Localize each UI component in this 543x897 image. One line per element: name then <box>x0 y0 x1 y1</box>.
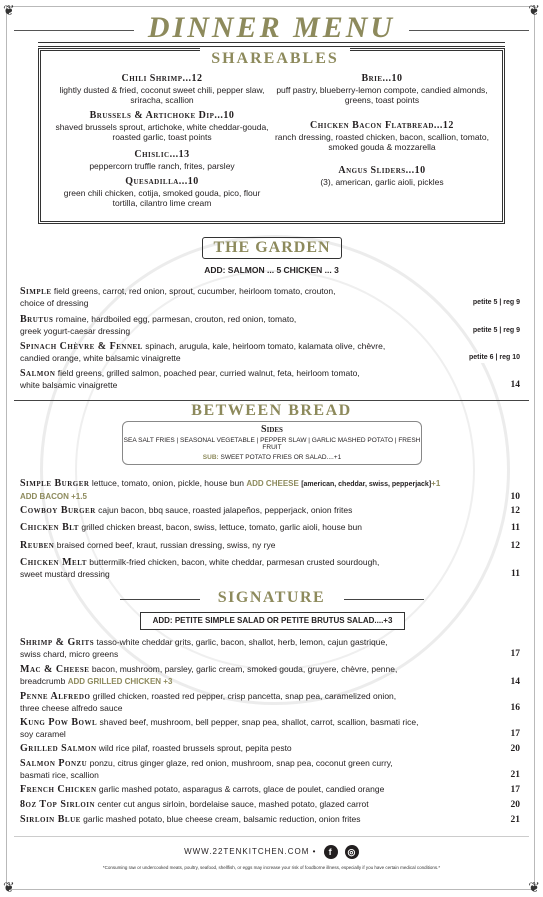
garden-heading-badge <box>202 237 342 259</box>
shareable-item: Chili Shrimp...12 lightly dusted & fried, coconut sweet chili, pepper slaw, sriracha, scallion <box>59 73 265 105</box>
item-price: 17 <box>510 648 520 659</box>
menu-item: Reuben braised corned beef, kraut, russian dressing, swiss, ny rye 12 <box>20 540 520 551</box>
item-price: petite 6 | reg 10 <box>467 353 520 364</box>
sub-text: SWEET POTATO FRIES OR SALAD....+1 <box>220 454 342 461</box>
shareables-rule <box>38 42 505 47</box>
item-price: 12 <box>510 541 520 551</box>
item-price: petite 5 | reg 9 <box>471 298 520 309</box>
item-price: 14 <box>510 676 520 687</box>
menu-item: Salmon Ponzu ponzu, citrus ginger glaze, red onion, mushroom, snap pea, coconut green curry, basmati rice, scallion 21 <box>20 758 520 780</box>
website-link[interactable]: WWW.22TENKITCHEN.COM • <box>184 847 317 857</box>
sub-label: SUB: <box>202 454 219 461</box>
corner-ornament-icon: ❦ <box>528 2 540 18</box>
item-price: 11 <box>511 523 520 533</box>
garden-add-note: ADD: SALMON ... 5 CHICKEN ... 3 <box>204 265 339 275</box>
footer <box>0 845 543 859</box>
instagram-icon[interactable]: ◎ <box>345 845 359 859</box>
item-price: 20 <box>510 744 520 754</box>
menu-item: Chicken Melt buttermilk-fried chicken, bacon, white cheddar, parmesan crusted sourdough, sweet mustard dressing 11 <box>20 557 520 579</box>
signature-add-note: ADD: PETITE SIMPLE SALAD OR PETITE BRUTUS SALAD....+3 <box>140 612 405 630</box>
shareables-heading: SHAREABLES <box>200 48 350 70</box>
sides-box <box>122 421 422 465</box>
item-price: 11 <box>511 568 520 579</box>
item-price: 17 <box>510 728 520 739</box>
menu-item: Sirloin Blue garlic mashed potato, blue cheese cream, balsamic reduction, onion frites 21 <box>20 814 520 825</box>
item-price: 17 <box>510 785 520 795</box>
menu-item: French Chicken garlic mashed potato, asparagus & carrots, glace de poulet, candied orange 17 <box>20 784 520 795</box>
item-price: 16 <box>510 702 520 713</box>
menu-item: Simple Burger lettuce, tomato, onion, pickle, house bun ADD CHEESE [american, cheddar, swiss, pepperjack]+1 ADD BACON +1.5 10 <box>20 478 520 502</box>
shareable-item: Quesadilla...10 green chili chicken, cotija, smoked gouda, pico, flour tortilla, cilantro lime cream <box>63 176 261 208</box>
item-price: petite 5 | reg 9 <box>471 326 520 337</box>
page-title: DINNER MENU <box>147 11 396 44</box>
item-price: 20 <box>510 800 520 810</box>
menu-item: Chicken Blt grilled chicken breast, bacon, swiss, lettuce, tomato, garlic aioli, house bun 11 <box>20 522 520 533</box>
corner-ornament-icon: ❦ <box>528 879 540 895</box>
menu-item: Brutus romaine, hardboiled egg, parmesan, crouton, red onion, tomato, greek yogurt-caesar dressing petite 5 | reg 9 <box>20 314 520 336</box>
item-price: 12 <box>510 506 520 516</box>
shareable-item: Brussels & Artichoke Dip...10 shaved brussels sprout, artichoke, white cheddar-gouda, roasted garlic, toast points <box>55 110 269 142</box>
item-price: 10 <box>510 491 520 502</box>
menu-item: Simple field greens, carrot, red onion, sprout, cucumber, heirloom tomato, crouton, choice of dressing petite 5 | reg 9 <box>20 286 520 308</box>
menu-item: Penne Alfredo grilled chicken, roasted red pepper, crisp pancetta, snap pea, caramelized onion, three cheese alfredo sauce 16 <box>20 691 520 713</box>
corner-ornament-icon: ❦ <box>3 879 15 895</box>
facebook-icon[interactable]: f <box>324 845 338 859</box>
garden-heading: THE GARDEN <box>213 239 331 256</box>
shareable-item: Chislic...13 peppercorn truffle ranch, frites, parsley <box>89 149 235 171</box>
corner-ornament-icon: ❦ <box>3 2 15 18</box>
menu-item: Mac & Cheese bacon, mushroom, parsley, garlic cream, smoked gouda, gruyere, chèvre, penne, breadcrumb ADD GRILLED CHICKEN +3 14 <box>20 664 520 687</box>
item-price: 21 <box>510 769 520 780</box>
signature-heading: SIGNATURE <box>217 589 326 606</box>
menu-item: Salmon field greens, grilled salmon, poached pear, curried walnut, feta, heirloom tomato, white balsamic vinaigrette 14 <box>20 368 520 390</box>
menu-item: Cowboy Burger cajun bacon, bbq sauce, roasted jalapeños, pepperjack, onion frites 12 <box>20 505 520 516</box>
menu-item: Shrimp & Grits tasso-white cheddar grits, garlic, bacon, shallot, herb, lemon, cajun gastrique, swiss chard, micro greens 17 <box>20 637 520 659</box>
shareable-item: Chicken Bacon Flatbread...12 ranch dressing, roasted chicken, bacon, scallion, tomato, smoked gouda & mozzarella <box>274 120 490 152</box>
shareable-item: Brie...10 puff pastry, blueberry-lemon compote, candied almonds, greens, toast points <box>276 73 488 105</box>
shareable-item: Angus Sliders...10 (3), american, garlic aioli, pickles <box>320 165 444 187</box>
disclaimer: *Consuming raw or undercooked meats, poultry, seafood, shellfish, or eggs may increase your risk of foodborne illness, especially if you have certain medical conditions.* <box>102 865 441 870</box>
bread-heading: BETWEEN BREAD <box>191 402 352 419</box>
item-price: 21 <box>510 815 520 825</box>
menu-item: Spinach Chèvre & Fennel spinach, arugula, kale, heirloom tomato, kalamata olive, chèvre, candied orange, white balsamic vinaigrette petite 6 | reg 10 <box>20 341 520 363</box>
menu-item: Grilled Salmon wild rice pilaf, roasted brussels sprout, pepita pesto 20 <box>20 743 520 754</box>
menu-item: 8oz Top Sirloin center cut angus sirloin, bordelaise sauce, mashed potato, glazed carrot 20 <box>20 799 520 810</box>
section-divider <box>14 400 529 401</box>
item-price: 14 <box>510 379 520 390</box>
menu-item: Kung Pow Bowl shaved beef, mushroom, bell pepper, snap pea, shallot, carrot, scallion, basmati rice, soy caramel 17 <box>20 717 520 739</box>
sides-list: SEA SALT FRIES | SEASONAL VEGETABLE | PEPPER SLAW | GARLIC MASHED POTATO | FRESH FRUIT <box>123 437 421 451</box>
sides-title: Sides <box>261 424 283 435</box>
footer-divider <box>14 836 529 837</box>
